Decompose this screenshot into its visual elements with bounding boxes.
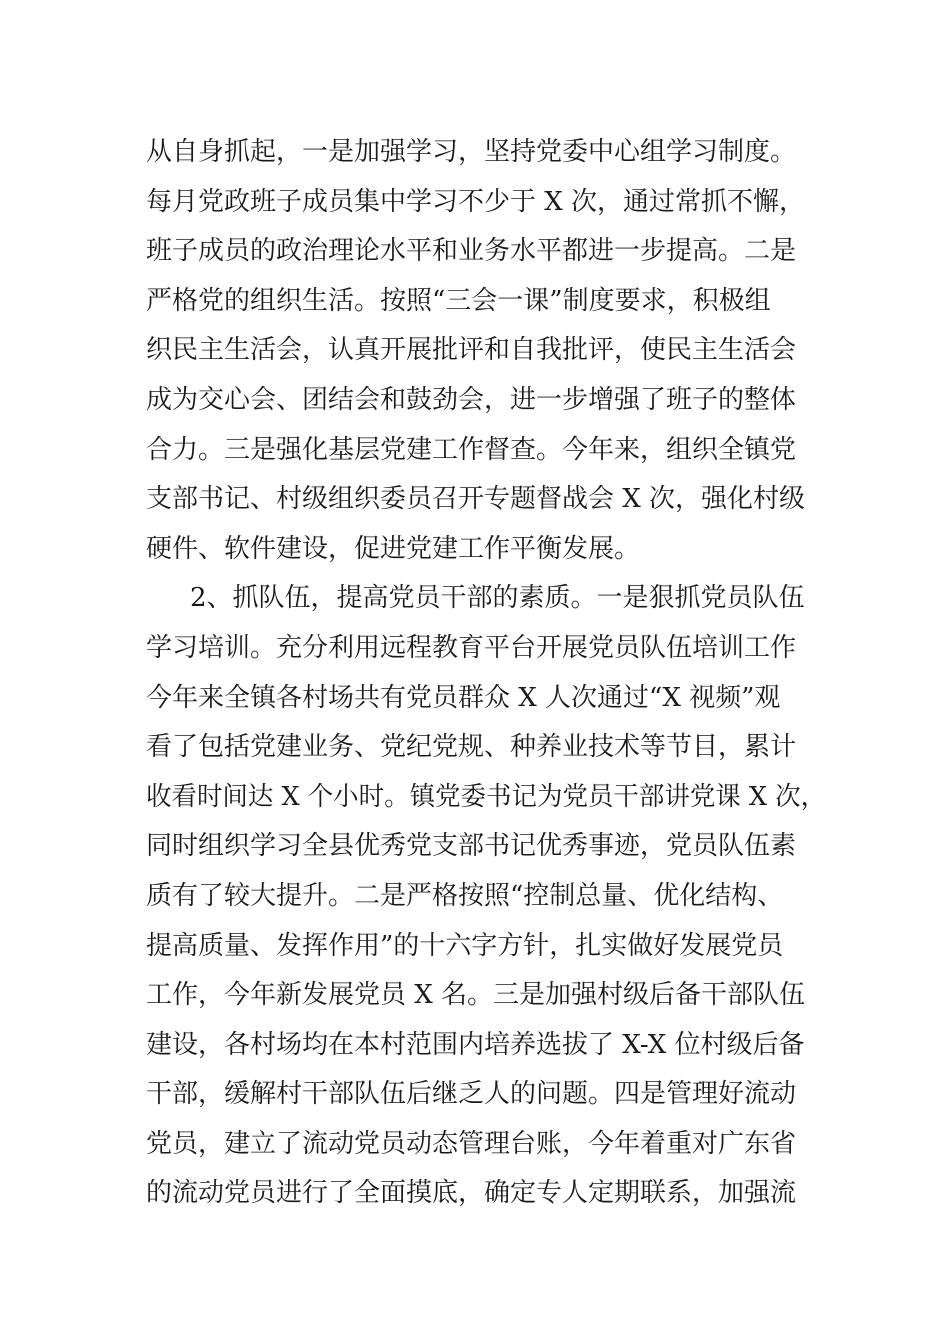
text-line: 班子成员的政治理论水平和业务水平都进一步提高。二是 [146, 236, 797, 267]
text-line: 成为交心会、团结会和鼓劲会，进一步增强了班子的整体 [146, 384, 797, 415]
text-line: 工作，今年新发展党员 X 名。三是加强村级后备干部队伍 [146, 980, 806, 1011]
text-line: 质有了较大提升。二是严格按照“控制总量、优化结构、 [146, 880, 784, 911]
text-line: 支部书记、村级组织委员召开专题督战会 X 次，强化村级 [146, 484, 806, 515]
text-line: 硬件、软件建设，促进党建工作平衡发展。 [146, 533, 641, 564]
text-line: 建设，各村场均在本村范围内培养选拔了 X-X 位村级后备 [146, 1029, 805, 1060]
body-text [146, 128, 826, 1219]
text-line: 合力。三是强化基层党建工作督查。今年来，组织全镇党 [146, 434, 797, 465]
text-line: 今年来全镇各村场共有党员群众 X 人次通过“X 视频”观 [146, 682, 781, 713]
text-line: 学习培训。充分利用远程教育平台开展党员队伍培训工作 [146, 632, 797, 663]
text-line: 看了包括党建业务、党纪党规、种养业技术等节目，累计 [146, 732, 797, 763]
text-line: 提高质量、发挥作用”的十六字方针，扎实做好发展党员 [146, 930, 784, 961]
text-line: 从自身抓起，一是加强学习，坚持党委中心组学习制度。 [146, 137, 797, 167]
text-line: 严格党的组织生活。按照“三会一课”制度要求，积极组 [146, 285, 771, 316]
paragraph-start-line: 2、抓队伍，提高党员干部的素质。一是狠抓党员队伍 [190, 583, 805, 614]
text-line: 收看时间达 X 个小时。镇党委书记为党员干部讲党课 X 次， [146, 781, 827, 812]
text-line: 干部，缓解村干部队伍后继乏人的问题。四是管理好流动 [146, 1079, 797, 1110]
text-line: 党员，建立了流动党员动态管理台账，今年着重对广东省 [146, 1128, 797, 1159]
text-line: 的流动党员进行了全面摸底，确定专人定期联系，加强流 [146, 1178, 797, 1209]
text-line: 同时组织学习全县优秀党支部书记优秀事迹，党员队伍素 [146, 831, 797, 862]
text-line: 织民主生活会，认真开展批评和自我批评，使民主生活会 [146, 335, 797, 366]
text-line: 每月党政班子成员集中学习不少于 X 次，通过常抓不懈， [146, 186, 806, 217]
